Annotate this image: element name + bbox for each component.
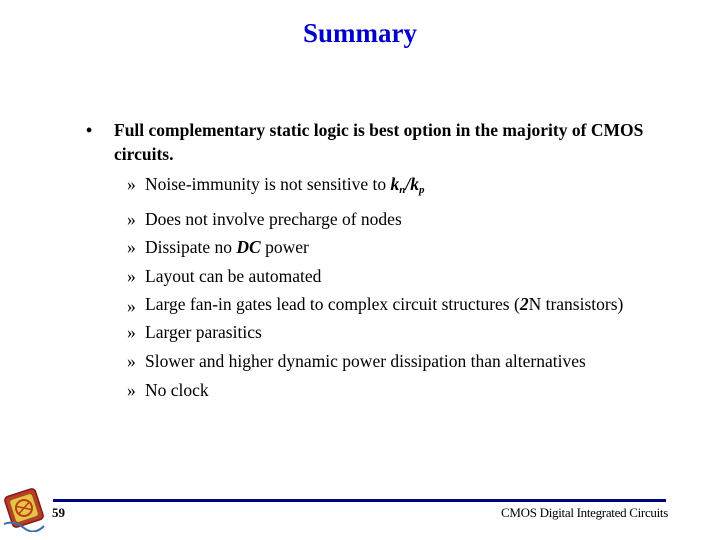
slide-title: Summary (303, 18, 417, 48)
sub-bullet-layout (127, 262, 667, 291)
sub-bullet-slower (127, 347, 667, 376)
sub-bullet-parasitics (127, 318, 667, 347)
main-bullet-text: Full complementary static logic is best option in the majority of CMOS circuits. (114, 120, 644, 164)
sub-bullet-fan-in (127, 290, 667, 316)
sub-bullet-marker: » (127, 237, 136, 258)
sub-bullet-before: Dissipate no (145, 237, 237, 258)
sub-bullet-marker: » (127, 265, 136, 286)
dc-term: DC (236, 237, 261, 258)
sub-bullet-marker: » (127, 350, 136, 371)
sub-bullet-prefix: Noise-immunity is not sensitive to (145, 174, 391, 194)
sub-bullet-marker: » (127, 208, 136, 229)
footer-course-title: CMOS Digital Integrated Circuits (501, 505, 668, 520)
sub-bullet-text: Does not involve precharge of nodes (145, 208, 402, 229)
footer-divider (53, 499, 666, 502)
kn-term (390, 174, 405, 194)
sub-bullet-text (145, 233, 667, 262)
sub-bullet-list (127, 170, 667, 404)
sub-bullet-noise-immunity (127, 170, 667, 205)
sub-bullet-after: N transistors) (528, 294, 624, 315)
sub-bullet-marker: » (127, 174, 136, 194)
slash: / (405, 174, 411, 194)
sub-bullet-text (145, 170, 667, 205)
sub-bullet-text: Layout can be automated (145, 265, 322, 286)
sub-bullet-text (145, 290, 667, 316)
bullet-marker: • (86, 120, 93, 140)
sub-bullet-before: Large fan-in gates lead to complex circuit structures ( (145, 294, 520, 315)
two-term: 2 (519, 294, 529, 315)
k-symbol: k (410, 174, 419, 194)
sub-bullet-no-clock (127, 376, 667, 405)
n-subscript: n (399, 184, 406, 196)
sub-bullet-marker: » (127, 379, 136, 400)
sub-bullet-text: No clock (145, 379, 209, 400)
main-bullet (86, 118, 666, 166)
sub-bullet-text: Slower and higher dynamic power dissipation than alternatives (145, 350, 586, 371)
sub-bullet-dc-power (127, 233, 667, 262)
page-number: 59 (52, 505, 65, 520)
edu-logo-icon (2, 484, 46, 532)
sub-bullet-marker: » (127, 296, 136, 317)
kp-term (410, 174, 424, 194)
sub-bullet-precharge (127, 205, 667, 234)
sub-bullet-marker: » (127, 322, 136, 343)
sub-bullet-after: power (260, 237, 309, 258)
p-subscript: p (418, 184, 425, 196)
k-symbol: k (390, 174, 400, 194)
sub-bullet-text: Larger parasitics (145, 322, 262, 343)
